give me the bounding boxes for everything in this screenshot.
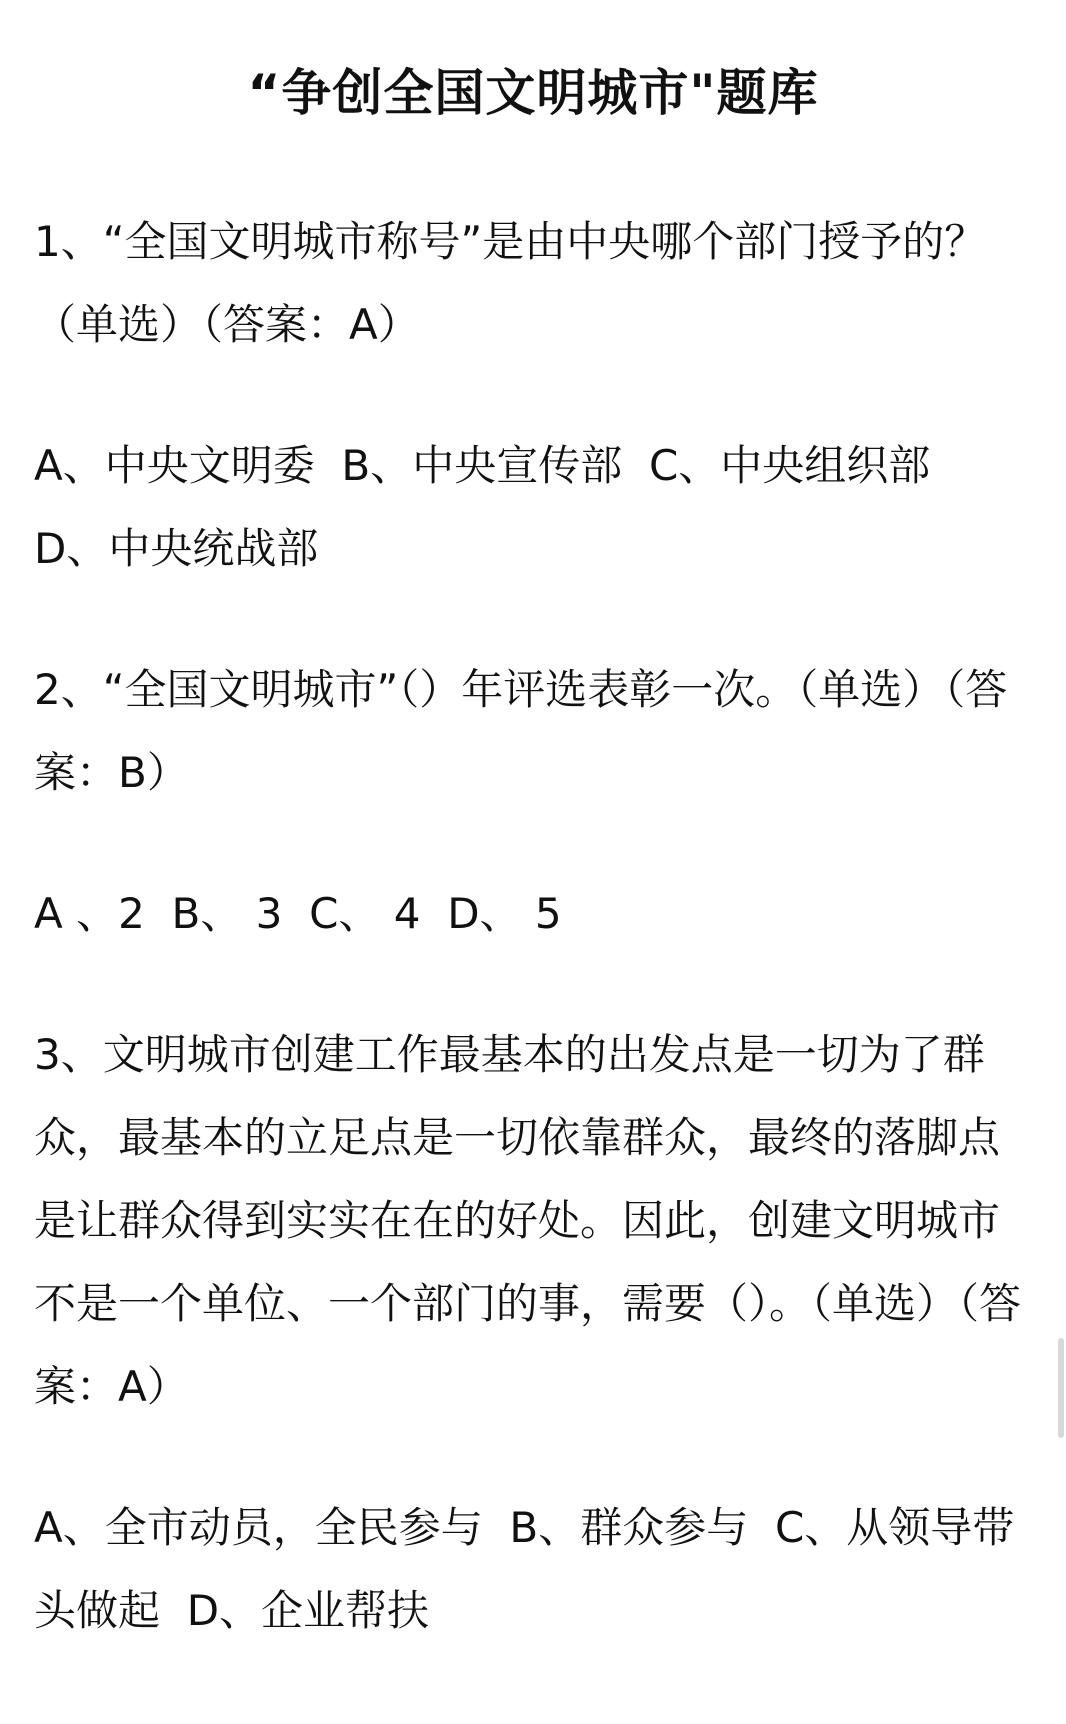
scrollbar[interactable] <box>1058 1338 1064 1438</box>
question-2-options: A 、2 B、 3 C、 4 D、 5 <box>34 889 562 938</box>
question-1-options: A、中央文明委 B、中央宣传部 C、中央组织部 D、中央统战部 <box>34 441 957 573</box>
spacer <box>34 590 1024 648</box>
spacer <box>34 814 1024 872</box>
question-3-text: 3、文明城市创建工作最基本的出发点是一切为了群众，最基本的立足点是一切依靠群众，最终的落脚点是让群众得到实实在在的好处。因此，创建文明城市不是一个单位、一个部门的事，需要（）。（单选）（答案：A） <box>34 1030 1022 1411</box>
spacer <box>34 366 1024 424</box>
page-title: “争创全国文明城市"题库 <box>247 64 819 122</box>
question-2-text: 2、“全国文明城市”（）年评选表彰一次。（单选）（答案：B） <box>34 665 1008 797</box>
question-1-text: 1、“全国文明城市称号”是由中央哪个部门授予的？（单选）（答案：A） <box>34 217 987 349</box>
spacer <box>34 955 1024 1013</box>
question-list <box>34 200 1024 1652</box>
question-3-options: A、全市动员，全民参与 B、群众参与 C、从领导带头做起 D、企业帮扶 <box>34 1503 1015 1635</box>
spacer <box>34 1428 1024 1486</box>
